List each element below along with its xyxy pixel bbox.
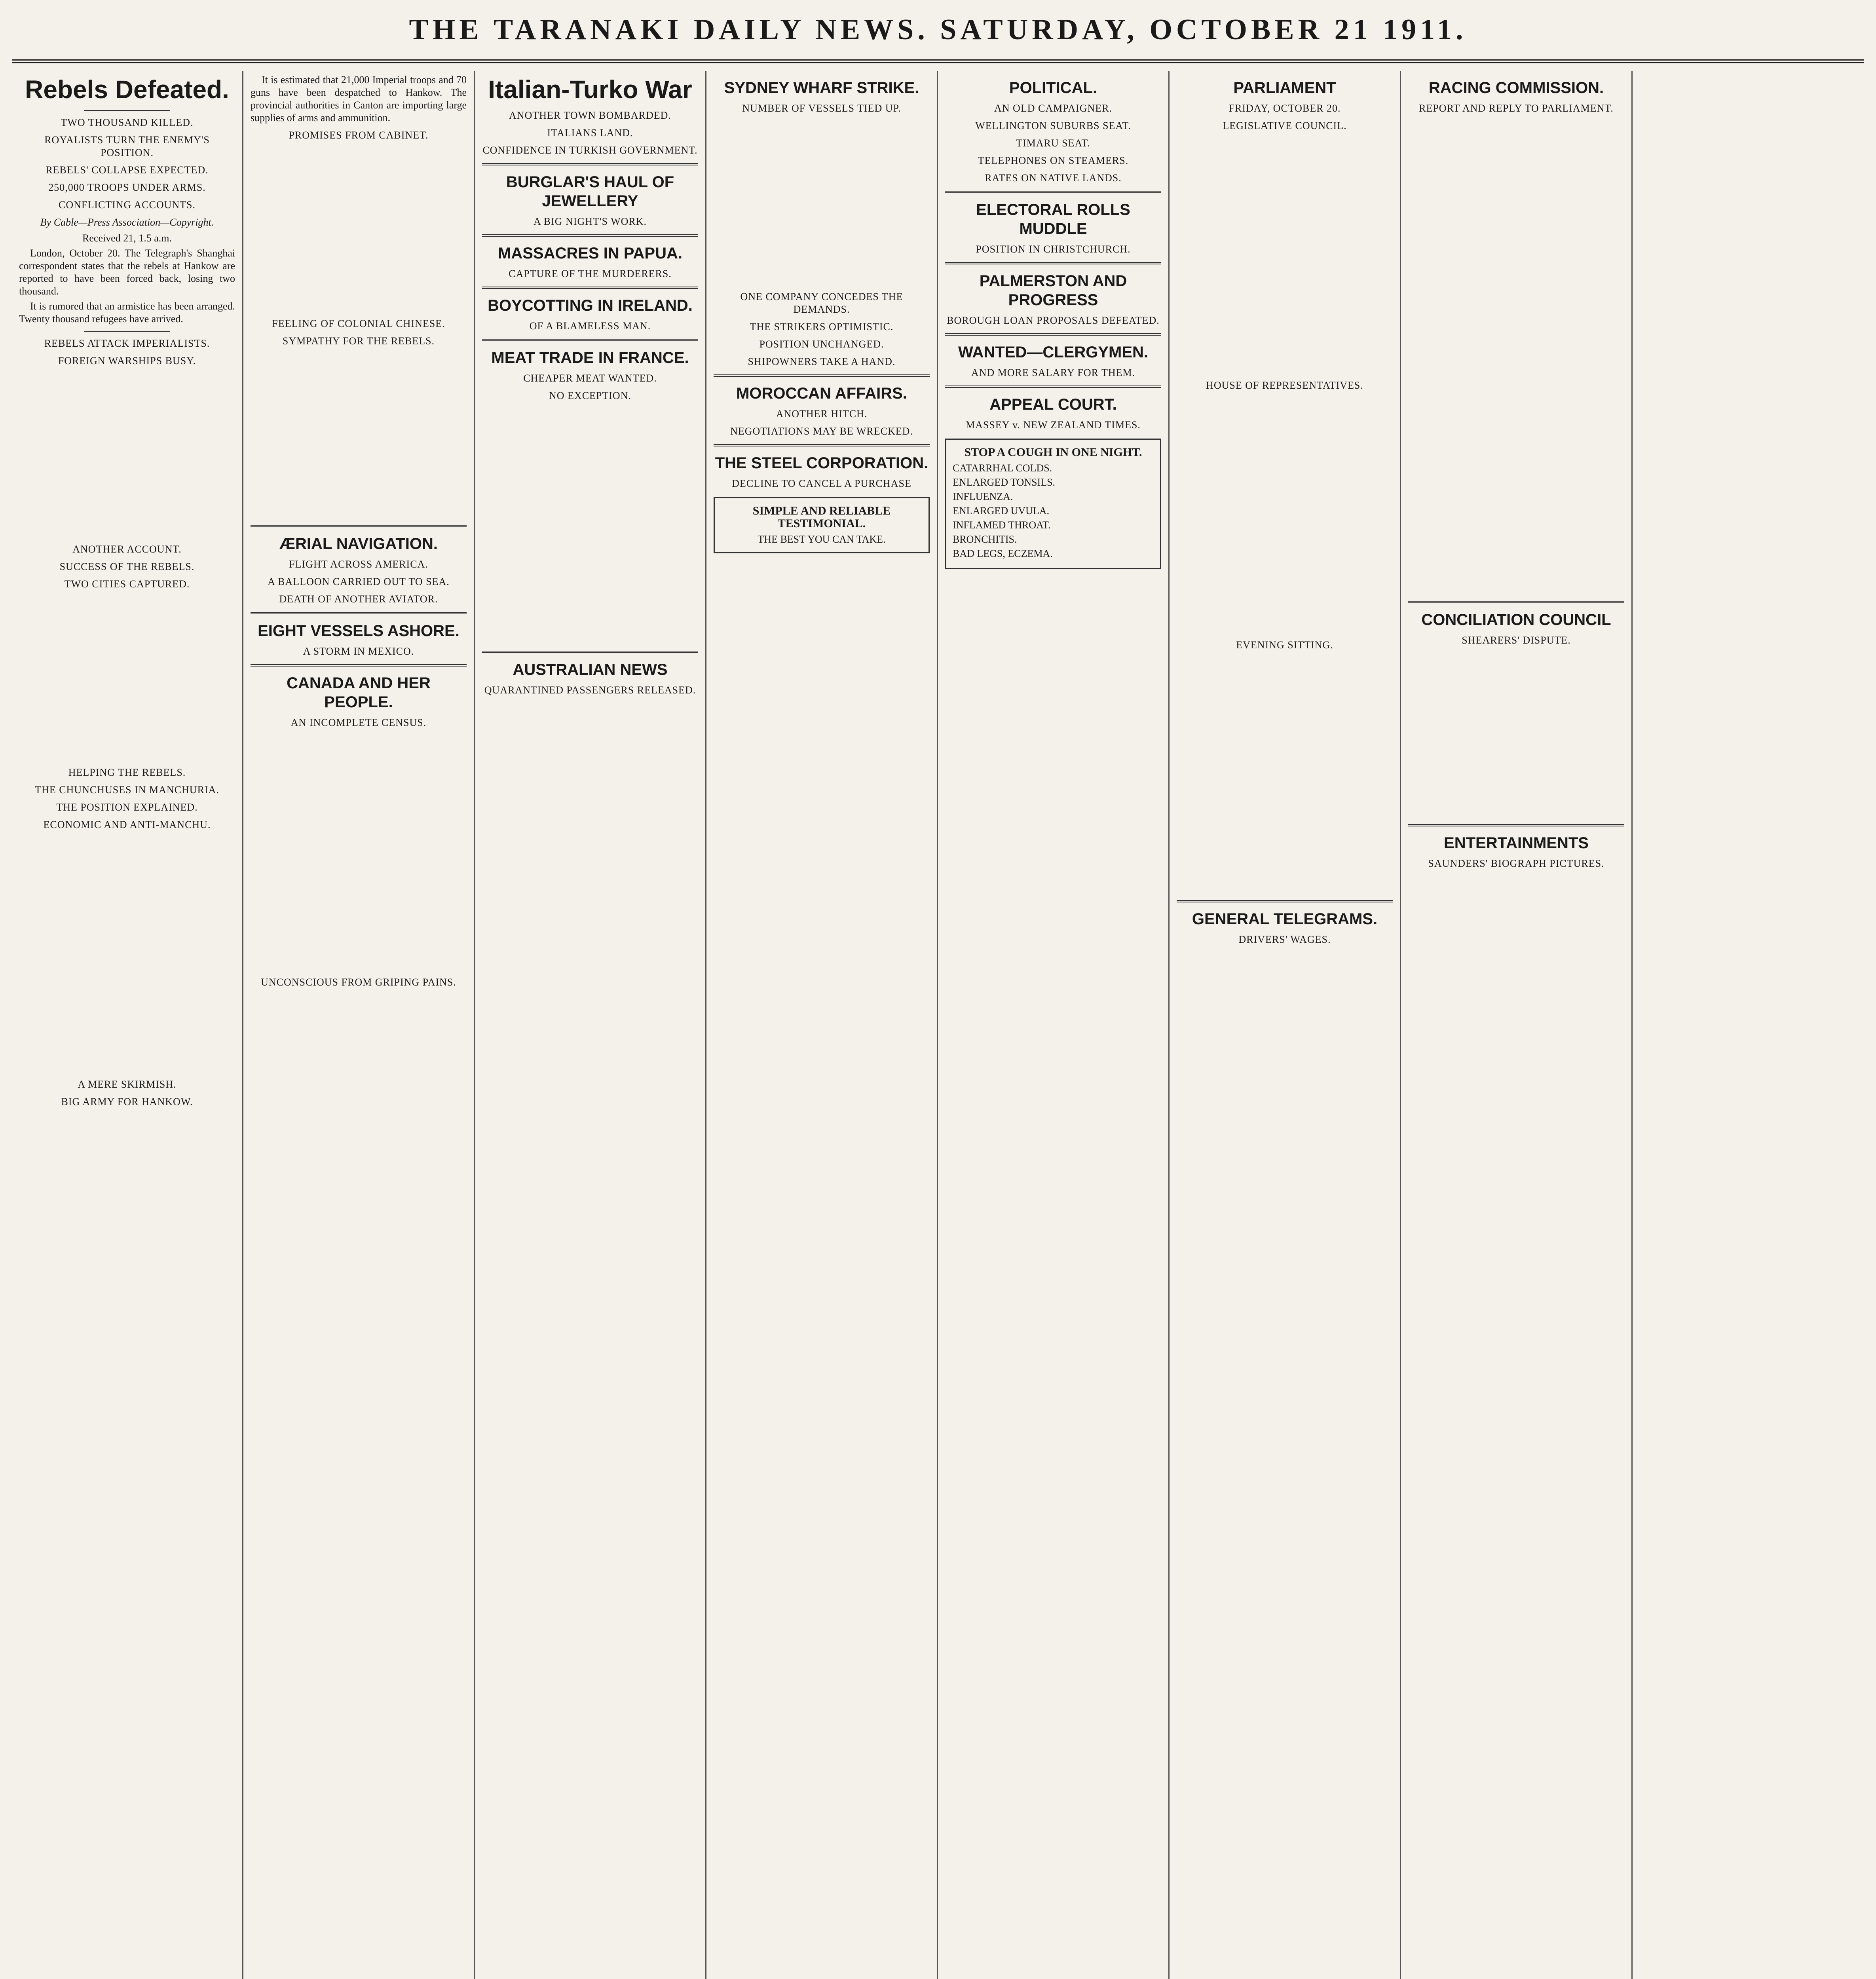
ad-item: ENLARGED UVULA. [953, 505, 1050, 517]
divider [482, 287, 698, 289]
subhead: ONE COMPANY CONCEDES THE DEMANDS. [740, 291, 903, 315]
divider [945, 333, 1161, 336]
article-text-block [251, 146, 467, 313]
article-text-block [1177, 137, 1393, 374]
divider [945, 386, 1161, 388]
subhead: HELPING THE REBELS. [68, 767, 186, 778]
masthead-title: THE TARANAKI DAILY NEWS. SATURDAY, OCTOBER 21 1911. [409, 13, 1467, 46]
subhead: AND MORE SALARY FOR THEM. [971, 367, 1135, 378]
divider [1408, 824, 1624, 826]
subhead: BIG ARMY FOR HANKOW. [61, 1096, 193, 1107]
headline-palmerston: PALMERSTON AND PROGRESS [979, 272, 1127, 309]
headline-italian-turko-war: Italian-Turko War [488, 75, 692, 104]
subhead: PROMISES FROM CABINET. [289, 129, 429, 141]
article-paragraph: It is rumored that an armistice has been arranged. Twenty thousand refugees have arrived. [19, 300, 235, 325]
subhead: MASSEY v. NEW ZEALAND TIMES. [966, 419, 1141, 431]
column-1 [12, 71, 243, 1979]
masthead-rule [12, 59, 1864, 63]
article-text-block [251, 734, 467, 971]
headline-steel-corporation: THE STEEL CORPORATION. [715, 454, 929, 472]
divider [482, 339, 698, 341]
subhead: NEGOTIATIONS MAY BE WRECKED. [730, 425, 913, 437]
divider [945, 191, 1161, 193]
headline-burglar: BURGLAR'S HAUL OF JEWELLERY [506, 173, 674, 210]
subhead: CONFIDENCE IN TURKISH GOVERNMENT. [482, 144, 698, 156]
ad-item: ENLARGED TONSILS. [953, 477, 1056, 488]
column-4 [706, 71, 938, 1979]
divider [84, 331, 170, 332]
article-text-block [1408, 357, 1624, 594]
article-text-block [1177, 397, 1393, 634]
subhead: ANOTHER HITCH. [776, 408, 868, 420]
subhead: DRIVERS' WAGES. [1238, 934, 1331, 945]
article-text-block [714, 120, 930, 286]
ad-item: CATARRHAL COLDS. [953, 462, 1052, 474]
article-text-block [19, 372, 235, 538]
subhead: ECONOMIC AND ANTI-MANCHU. [43, 819, 211, 830]
column-6 [1170, 71, 1401, 1979]
advertisement [945, 439, 1161, 569]
divider [84, 110, 170, 111]
subhead: REBELS ATTACK IMPERIALISTS. [44, 338, 210, 349]
subhead: SHEARERS' DISPUTE. [1462, 634, 1571, 646]
column-3 [475, 71, 706, 1979]
column-2 [243, 71, 475, 1979]
subhead: FEELING OF COLONIAL CHINESE. [272, 318, 445, 329]
ad-body: THE BEST YOU CAN TAKE. [758, 534, 886, 545]
headline-wanted-clergymen: WANTED—CLERGYMEN. [958, 344, 1148, 361]
headline-canada: CANADA AND HER PEOPLE. [287, 674, 431, 711]
subhead: AN OLD CAMPAIGNER. [994, 103, 1112, 114]
newspaper-columns [12, 71, 1864, 1979]
divider [1177, 900, 1393, 902]
column-8 [1633, 71, 1864, 1979]
subhead: REBELS' COLLAPSE EXPECTED. [46, 164, 209, 176]
subhead: AN INCOMPLETE CENSUS. [291, 717, 427, 728]
subhead: UNCONSCIOUS FROM GRIPING PAINS. [261, 976, 456, 988]
headline-massacres: MASSACRES IN PAPUA. [498, 245, 682, 262]
subhead: EVENING SITTING. [1236, 639, 1333, 651]
subhead: ANOTHER TOWN BOMBARDED. [509, 110, 671, 121]
subhead: ITALIANS LAND. [547, 127, 633, 139]
ad-item: INFLAMED THROAT. [953, 519, 1051, 531]
headline-boycotting: BOYCOTTING IN IRELAND. [488, 297, 693, 314]
subhead: FLIGHT ACROSS AMERICA. [289, 558, 428, 570]
subhead: SYMPATHY FOR THE REBELS. [282, 335, 435, 347]
headline-electoral-rolls: ELECTORAL ROLLS MUDDLE [976, 201, 1130, 237]
subhead: CAPTURE OF THE MURDERERS. [509, 268, 672, 279]
subhead: NO EXCEPTION. [549, 390, 631, 401]
byline: By Cable—Press Association—Copyright. [40, 217, 214, 228]
headline-rebels-defeated: Rebels Defeated. [25, 75, 229, 104]
subhead: RATES ON NATIVE LANDS. [985, 172, 1122, 184]
headline-eight-vessels: EIGHT VESSELS ASHORE. [258, 622, 460, 640]
subhead: OF A BLAMELESS MAN. [529, 320, 651, 332]
subhead: A BALLOON CARRIED OUT TO SEA. [268, 576, 450, 587]
subhead: POSITION IN CHRISTCHURCH. [976, 243, 1131, 255]
subhead: BOROUGH LOAN PROPOSALS DEFEATED. [947, 315, 1160, 326]
headline-entertainments: ENTERTAINMENTS [1444, 834, 1589, 852]
subhead: A BIG NIGHT'S WORK. [533, 216, 647, 227]
article-text-block [251, 352, 467, 518]
subhead: TWO CITIES CAPTURED. [64, 578, 190, 590]
divider [714, 444, 930, 446]
subhead: DECLINE TO CANCEL A PURCHASE [732, 478, 911, 489]
subhead: ANOTHER ACCOUNT. [72, 543, 182, 555]
divider [482, 651, 698, 653]
subhead: TELEPHONES ON STEAMERS. [978, 155, 1129, 166]
article-text-block [19, 595, 235, 762]
headline-racing-commission: RACING COMMISSION. [1428, 79, 1604, 97]
subhead: WELLINGTON SUBURBS SEAT. [975, 120, 1131, 131]
article-text-block [482, 407, 698, 644]
article-text-block [1177, 656, 1393, 894]
subhead: QUARANTINED PASSENGERS RELEASED. [484, 684, 696, 696]
ad-title: SIMPLE AND RELIABLE TESTIMONIAL. [752, 504, 891, 530]
subhead: TWO THOUSAND KILLED. [61, 117, 194, 128]
advertisement [714, 497, 930, 553]
headline-political: POLITICAL. [1009, 79, 1097, 97]
subhead: POSITION UNCHANGED. [759, 338, 884, 350]
headline-appeal-court: APPEAL COURT. [989, 396, 1117, 413]
divider [482, 234, 698, 237]
subhead: CONFLICTING ACCOUNTS. [58, 199, 196, 211]
headline-sydney-wharf: SYDNEY WHARF STRIKE. [724, 79, 919, 97]
article-text-block [1408, 120, 1624, 357]
subhead: ROYALISTS TURN THE ENEMY'S POSITION. [44, 134, 210, 158]
article-text-block [1408, 651, 1624, 818]
subhead: CHEAPER MEAT WANTED. [523, 372, 657, 384]
subhead: LEGISLATIVE COUNCIL. [1223, 120, 1347, 131]
subhead: FRIDAY, OCTOBER 20. [1229, 103, 1341, 114]
divider [251, 525, 467, 527]
ad-list [953, 462, 1154, 560]
ad-item: BAD LEGS, ECZEMA. [953, 548, 1053, 559]
headline-australian-news: AUSTRALIAN NEWS [513, 661, 668, 678]
headline-moroccan: MOROCCAN AFFAIRS. [736, 385, 907, 402]
column-5 [938, 71, 1170, 1979]
ad-title: STOP A COUGH IN ONE NIGHT. [964, 446, 1142, 459]
ad-item: BRONCHITIS. [953, 534, 1017, 545]
article-text-block [19, 836, 235, 1073]
subhead: 250,000 TROOPS UNDER ARMS. [48, 182, 206, 193]
ad-item: INFLUENZA. [953, 491, 1013, 502]
headline-aerial-navigation: ÆRIAL NAVIGATION. [279, 535, 438, 553]
column-7 [1401, 71, 1633, 1979]
article-paragraph: London, October 20. The Telegraph's Shanghai correspondent states that the rebels at Hankow are reported to have been forced back, losing two thousand. [19, 247, 235, 297]
headline-conciliation-council: CONCILIATION COUNCIL [1421, 611, 1611, 629]
subhead: SAUNDERS' BIOGRAPH PICTURES. [1428, 858, 1604, 869]
subhead: NUMBER OF VESSELS TIED UP. [742, 103, 901, 114]
headline-parliament: PARLIAMENT [1233, 79, 1336, 97]
dateline: Received 21, 1.5 a.m. [82, 232, 172, 244]
divider [251, 612, 467, 614]
subhead: A MERE SKIRMISH. [78, 1079, 177, 1090]
subhead: REPORT AND REPLY TO PARLIAMENT. [1419, 103, 1614, 114]
article-paragraph: It is estimated that 21,000 Imperial troops and 70 guns have been despatched to Hankow. The provincial authorities in Canton are importing large supplies of arms and ammunition. [251, 74, 467, 123]
divider [482, 163, 698, 165]
subhead: FOREIGN WARSHIPS BUSY. [58, 355, 196, 367]
subhead: THE CHUNCHUSES IN MANCHURIA. [35, 784, 219, 796]
subhead: TIMARU SEAT. [1016, 137, 1090, 149]
subhead: A STORM IN MEXICO. [303, 646, 414, 657]
subhead: THE POSITION EXPLAINED. [56, 801, 198, 813]
subhead: SHIPOWNERS TAKE A HAND. [748, 356, 896, 367]
divider [251, 664, 467, 667]
subhead: SUCCESS OF THE REBELS. [59, 561, 195, 572]
subhead: DEATH OF ANOTHER AVIATOR. [279, 593, 438, 605]
divider [945, 262, 1161, 264]
headline-meat-trade: MEAT TRADE IN FRANCE. [491, 349, 689, 367]
subhead: HOUSE OF REPRESENTATIVES. [1206, 380, 1363, 391]
headline-general-telegrams: GENERAL TELEGRAMS. [1192, 910, 1378, 928]
divider [1408, 601, 1624, 603]
subhead: THE STRIKERS OPTIMISTIC. [750, 321, 894, 332]
divider [714, 374, 930, 377]
